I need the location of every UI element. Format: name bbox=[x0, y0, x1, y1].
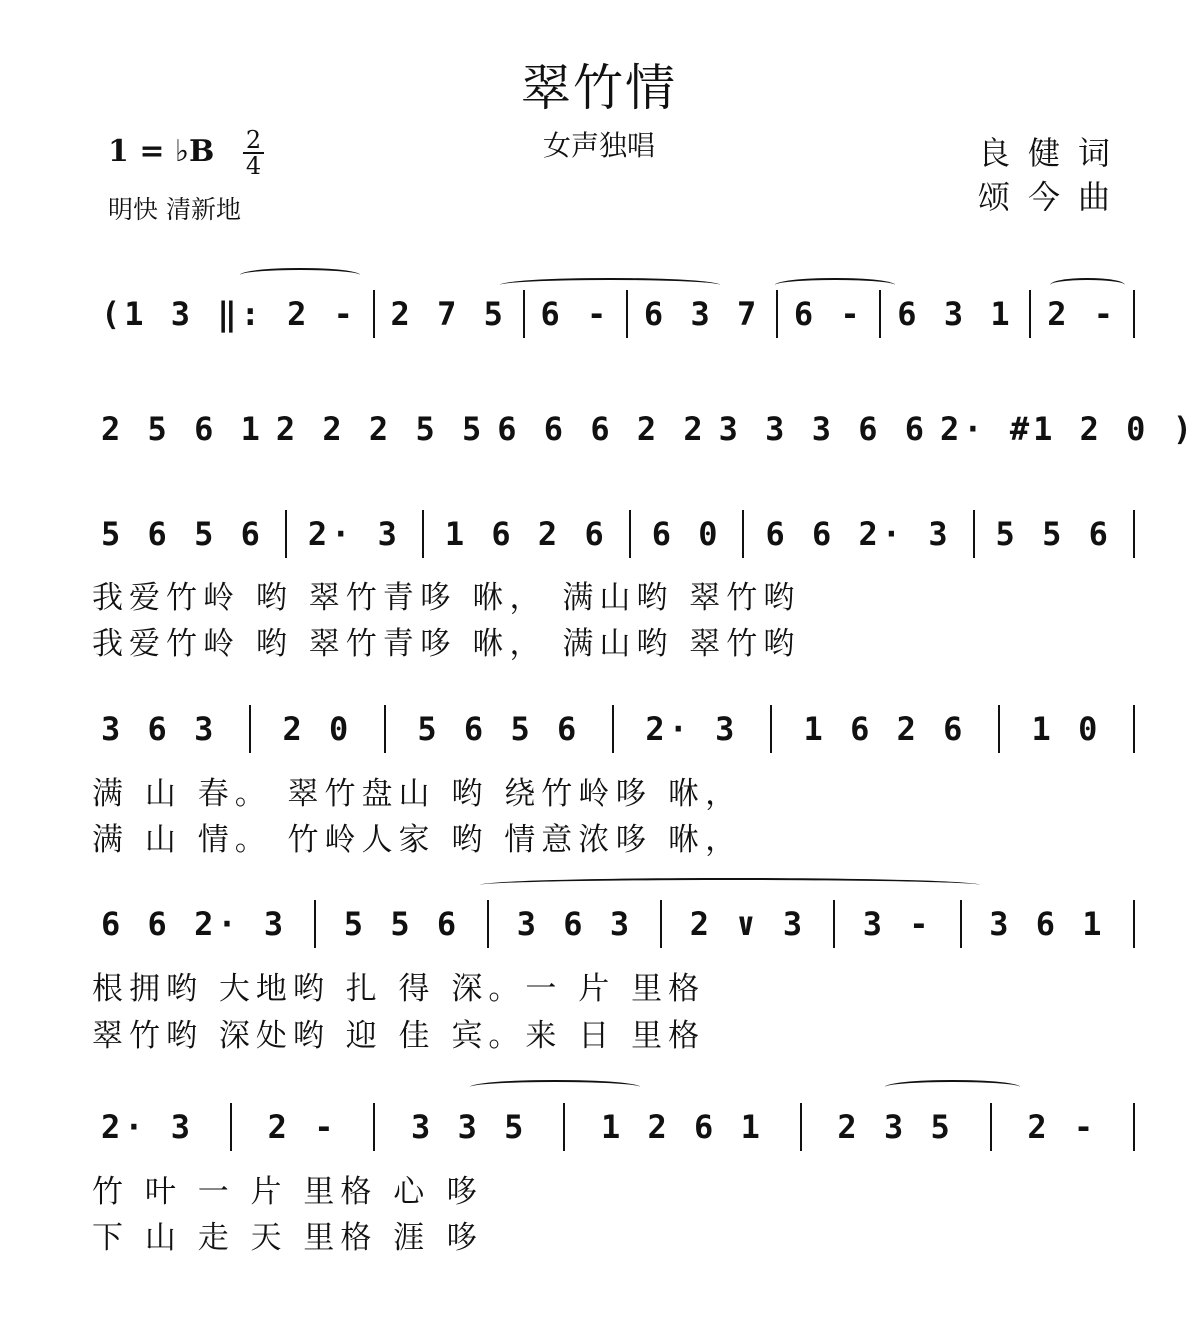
measure: 3 6 1 bbox=[989, 905, 1106, 943]
slur-mark bbox=[1050, 278, 1125, 292]
barline bbox=[990, 1103, 992, 1151]
measure: 6 - bbox=[793, 295, 864, 333]
measure: 3 6 3 bbox=[101, 710, 218, 748]
barline bbox=[249, 705, 251, 753]
measure: 1 6 2 6 bbox=[803, 710, 967, 748]
barline bbox=[626, 290, 628, 338]
barline bbox=[1133, 900, 1135, 948]
score-line-5 bbox=[95, 900, 1135, 948]
song-title: 翠竹情 bbox=[521, 59, 677, 117]
measure: 1 0 bbox=[1031, 710, 1102, 748]
barline bbox=[1029, 290, 1031, 338]
lyric-line: 翠竹哟 深处哟 迎 佳 宾。来 日 里格 bbox=[92, 1018, 706, 1054]
barline bbox=[1133, 705, 1135, 753]
lyric-line: 根拥哟 大地哟 扎 得 深。一 片 里格 bbox=[92, 971, 706, 1007]
barline bbox=[384, 705, 386, 753]
barline bbox=[960, 900, 962, 948]
lyric-line: 我爱竹岭 哟 翠竹青哆 咻， 满山哟 翠竹哟 bbox=[92, 626, 801, 662]
slur-mark bbox=[775, 278, 895, 292]
measure: 6 3 1 bbox=[897, 295, 1014, 333]
measure: 2 5 6 1 bbox=[101, 410, 264, 448]
slur-mark bbox=[480, 878, 980, 892]
key-label: 1 = ♭B bbox=[108, 134, 215, 169]
measure: 5 6 5 6 bbox=[417, 710, 581, 748]
measure: 2 ∨ 3 bbox=[689, 905, 807, 943]
barline bbox=[487, 900, 489, 948]
score-line-3 bbox=[95, 510, 1135, 558]
measure: 3 - bbox=[862, 905, 933, 943]
barline bbox=[563, 1103, 565, 1151]
barline bbox=[629, 510, 631, 558]
measure: 2· 3 bbox=[307, 515, 401, 553]
barline bbox=[230, 1103, 232, 1151]
measure: 2· 3 bbox=[645, 710, 739, 748]
measure: 6 3 7 bbox=[643, 295, 761, 333]
barline bbox=[776, 290, 778, 338]
slur-mark bbox=[500, 278, 720, 292]
measure: 1 6 2 6 bbox=[444, 515, 608, 553]
measure: 3 3 5 bbox=[411, 1108, 528, 1146]
barline bbox=[833, 900, 835, 948]
slur-mark bbox=[885, 1080, 1020, 1094]
measure: 2 3 5 bbox=[837, 1108, 954, 1146]
barline bbox=[373, 1103, 375, 1151]
measure: 2 0 bbox=[282, 710, 353, 748]
tempo-marking: 明快 清新地 bbox=[108, 195, 241, 224]
barline bbox=[314, 900, 316, 948]
barline bbox=[1133, 290, 1135, 338]
barline bbox=[1133, 510, 1135, 558]
barline bbox=[422, 510, 424, 558]
measure: 6 6 2· 3 bbox=[101, 905, 288, 943]
composer-credit: 颂今曲 bbox=[977, 178, 1128, 216]
measure: 2 7 5 bbox=[390, 295, 507, 333]
score-line-2 bbox=[95, 405, 1196, 453]
measure: 3 3 3 6 6 bbox=[718, 410, 929, 448]
barline bbox=[373, 290, 375, 338]
slur-mark bbox=[240, 268, 360, 282]
measure: 1 2 6 1 bbox=[600, 1108, 764, 1146]
measure: 6 0 bbox=[651, 515, 722, 553]
measure: 6 6 2· 3 bbox=[765, 515, 952, 553]
barline bbox=[1133, 1103, 1135, 1151]
song-subtitle: 女声独唱 bbox=[542, 129, 655, 162]
score-line-4 bbox=[95, 705, 1135, 753]
lyric-line: 满 山 情。 竹岭人家 哟 情意浓哆 咻， bbox=[92, 822, 743, 858]
time-signature bbox=[243, 128, 264, 178]
barline bbox=[879, 290, 881, 338]
lyric-line: 下 山 走 天 里格 涯 哆 bbox=[92, 1220, 484, 1256]
barline bbox=[742, 510, 744, 558]
lyric-line: 满 山 春。 翠竹盘山 哟 绕竹岭哆 咻， bbox=[92, 776, 743, 812]
lyric-line: 我爱竹岭 哟 翠竹青哆 咻， 满山哟 翠竹哟 bbox=[92, 580, 801, 616]
score-line-1 bbox=[95, 290, 1135, 338]
barline bbox=[285, 510, 287, 558]
key-signature bbox=[108, 128, 264, 178]
barline bbox=[770, 705, 772, 753]
measure: 6 6 6 2 2 bbox=[497, 410, 707, 448]
measure: 5 5 6 bbox=[995, 515, 1112, 553]
measure: 2 2 2 5 5 bbox=[275, 410, 486, 448]
slur-mark bbox=[470, 1080, 640, 1094]
measure: 3 6 3 bbox=[516, 905, 634, 943]
barline bbox=[660, 900, 662, 948]
measure: 2 - bbox=[1027, 1108, 1098, 1146]
barline bbox=[612, 705, 614, 753]
measure: (1 3 ‖: 2 - bbox=[101, 295, 357, 333]
measure: 2· 3 bbox=[101, 1108, 195, 1146]
lyricist-credit: 良健词 bbox=[977, 134, 1128, 172]
measure: 6 - bbox=[540, 295, 611, 333]
measure: 2· #1 2 0 ) bbox=[940, 410, 1196, 448]
barline bbox=[973, 510, 975, 558]
measure: 2 - bbox=[267, 1108, 338, 1146]
lyric-line: 竹 叶 一 片 里格 心 哆 bbox=[92, 1174, 484, 1210]
measure: 2 - bbox=[1047, 295, 1118, 333]
barline bbox=[998, 705, 1000, 753]
measure: 5 6 5 6 bbox=[101, 515, 264, 553]
score-line-6 bbox=[95, 1103, 1135, 1151]
time-signature-top: 2 bbox=[243, 128, 264, 154]
barline bbox=[523, 290, 525, 338]
time-signature-bottom: 4 bbox=[245, 152, 262, 180]
barline bbox=[800, 1103, 802, 1151]
measure: 5 5 6 bbox=[343, 905, 461, 943]
